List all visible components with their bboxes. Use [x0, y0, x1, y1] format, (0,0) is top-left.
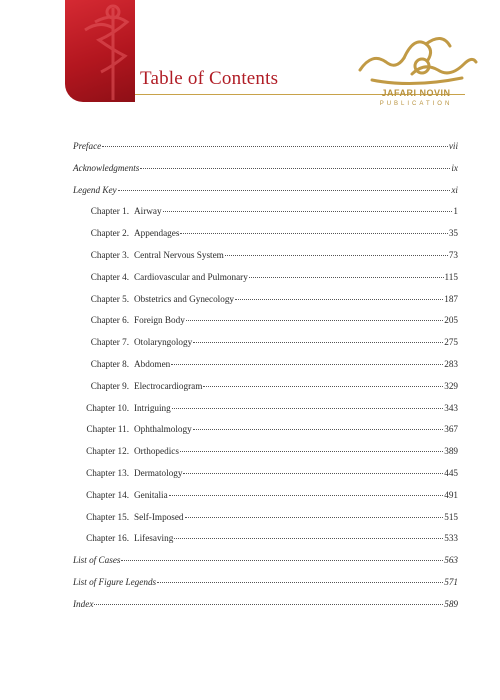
entry-title: Preface	[73, 141, 102, 151]
entry-title: List of Cases	[73, 555, 121, 566]
toc-entry[interactable]	[73, 141, 458, 163]
dot-leader	[185, 517, 444, 518]
toc-entry-label	[73, 141, 101, 151]
toc-entry[interactable]	[73, 359, 458, 381]
page-number: 515	[444, 511, 458, 522]
chapter-number: Chapter 6.	[90, 315, 129, 326]
chapter-number: Chapter 14.	[86, 489, 129, 500]
page-number: 571	[444, 576, 458, 587]
toc-entry[interactable]	[73, 490, 458, 512]
entry-title: Genitalia	[134, 489, 168, 500]
entry-title: Central Nervous System	[134, 249, 224, 260]
dot-leader	[183, 473, 443, 474]
dot-leader	[186, 320, 443, 321]
toc-entry[interactable]	[73, 163, 458, 185]
publisher-logo	[352, 30, 480, 120]
toc-entry[interactable]	[73, 337, 458, 359]
chapter-number: Chapter 3.	[90, 249, 129, 260]
toc-entry-label	[75, 424, 192, 434]
chapter-number: Chapter 7.	[90, 337, 129, 348]
toc-entry[interactable]	[73, 294, 458, 316]
chapter-number: Chapter 5.	[90, 293, 129, 304]
toc-entry-label	[73, 163, 139, 173]
toc-entry-label	[75, 446, 179, 456]
toc-entry[interactable]	[73, 315, 458, 337]
page-number: ix	[451, 162, 458, 173]
entry-title: Self-Imposed	[134, 511, 184, 522]
page-number: xi	[451, 184, 458, 195]
page-number: 283	[444, 358, 458, 369]
entry-title: Orthopedics	[134, 446, 179, 457]
entry-title: Lifesaving	[134, 533, 174, 544]
toc-entry[interactable]	[73, 403, 458, 425]
page-number: 589	[444, 598, 458, 609]
dot-leader	[193, 429, 444, 430]
page-number: 389	[444, 446, 458, 457]
toc-entry-label	[73, 599, 93, 609]
toc-entry-label	[75, 272, 248, 282]
entry-title: Appendages	[134, 228, 180, 239]
toc-entry[interactable]	[73, 424, 458, 446]
dot-leader	[157, 582, 443, 583]
toc-entry-label	[75, 294, 234, 304]
toc-entry-label	[73, 555, 120, 565]
chapter-number: Chapter 8.	[90, 358, 129, 369]
dot-leader	[203, 386, 443, 387]
toc-entry[interactable]	[73, 512, 458, 534]
toc-entry-label	[75, 468, 182, 478]
entry-title: Abdomen	[134, 358, 171, 369]
toc-entry[interactable]	[73, 185, 458, 207]
toc-entry[interactable]	[73, 533, 458, 555]
entry-title: Cardiovascular and Pulmonary	[134, 271, 248, 282]
chapter-number: Chapter 9.	[90, 380, 129, 391]
page-number: 533	[444, 533, 458, 544]
publisher-subtitle: PUBLICATION	[379, 101, 453, 107]
page-number: 445	[444, 467, 458, 478]
chapter-number: Chapter 11.	[86, 424, 129, 435]
page-number: 115	[444, 271, 458, 282]
toc-entry[interactable]	[73, 446, 458, 468]
page-number: 329	[444, 380, 458, 391]
toc-entry-label	[75, 315, 185, 325]
toc-entry-label	[75, 403, 171, 413]
toc-entry-label	[75, 337, 192, 347]
toc-entry[interactable]	[73, 468, 458, 490]
dot-leader	[180, 451, 443, 452]
entry-title: Airway	[134, 206, 162, 217]
entry-title: List of Figure Legends	[73, 576, 157, 587]
chapter-number: Chapter 1.	[90, 206, 129, 217]
dot-leader	[180, 233, 447, 234]
header-decor-band	[65, 0, 135, 102]
toc-entry-label	[75, 250, 224, 260]
toc-entry[interactable]	[73, 250, 458, 272]
dot-leader	[193, 342, 443, 343]
chapter-number: Chapter 4.	[90, 271, 129, 282]
chapter-number: Chapter 2.	[90, 228, 129, 239]
dot-leader	[140, 168, 450, 169]
page-number: 1	[453, 206, 458, 217]
dot-leader	[225, 255, 448, 256]
dot-leader	[169, 495, 444, 496]
toc-entry-label	[75, 206, 162, 216]
dot-leader	[235, 299, 443, 300]
page-number: 35	[448, 228, 458, 239]
page-number: 205	[444, 315, 458, 326]
entry-title: Otolaryngology	[134, 337, 193, 348]
toc-entry[interactable]	[73, 272, 458, 294]
toc-entry[interactable]	[73, 577, 458, 599]
page-number: 73	[448, 249, 458, 260]
dot-leader	[174, 538, 443, 539]
toc-entry-label	[75, 533, 173, 543]
toc-entry[interactable]	[73, 599, 458, 621]
page-number: 491	[444, 489, 458, 500]
entry-title: Ophthalmology	[134, 424, 192, 435]
toc-entry-label	[75, 512, 184, 522]
toc-entry-label	[75, 381, 202, 391]
toc-entry-label	[75, 490, 168, 500]
dot-leader	[163, 211, 453, 212]
page-number: 275	[444, 337, 458, 348]
publisher-name: JAFARI NOVIN	[381, 88, 451, 98]
dot-leader	[94, 604, 443, 605]
entry-title: Electrocardiogram	[134, 380, 203, 391]
page-number: 187	[444, 293, 458, 304]
toc-entry-label	[75, 359, 170, 369]
toc-list	[73, 141, 458, 621]
dot-leader	[118, 190, 451, 191]
dot-leader	[172, 408, 443, 409]
page-title: Table of Contents	[140, 68, 279, 89]
page-number: 367	[444, 424, 458, 435]
page-number: vii	[448, 141, 458, 151]
toc-entry[interactable]	[73, 228, 458, 250]
entry-title: Foreign Body	[134, 315, 185, 326]
entry-title: Intriguing	[134, 402, 171, 413]
page-number: 343	[444, 402, 458, 413]
entry-title: Legend Key	[73, 184, 117, 195]
toc-entry[interactable]	[73, 555, 458, 577]
chapter-number: Chapter 16.	[86, 533, 129, 544]
toc-entry[interactable]	[73, 381, 458, 403]
caduceus-icon	[65, 0, 135, 102]
entry-title: Index	[73, 598, 94, 609]
dot-leader	[249, 277, 444, 278]
chapter-number: Chapter 15.	[86, 511, 129, 522]
chapter-number: Chapter 10.	[86, 402, 129, 413]
toc-entry-label	[73, 185, 117, 195]
entry-title: Acknowledgments	[73, 162, 140, 173]
dot-leader	[121, 560, 443, 561]
entry-title: Dermatology	[134, 467, 183, 478]
chapter-number: Chapter 13.	[86, 467, 129, 478]
toc-entry-label	[73, 577, 156, 587]
page-number: 563	[444, 555, 458, 566]
chapter-number: Chapter 12.	[86, 446, 129, 457]
toc-entry-label	[75, 228, 179, 238]
entry-title: Obstetrics and Gynecology	[134, 293, 235, 304]
toc-entry[interactable]	[73, 206, 458, 228]
dot-leader	[102, 146, 448, 147]
crown-logo-icon	[352, 30, 480, 90]
dot-leader	[171, 364, 443, 365]
